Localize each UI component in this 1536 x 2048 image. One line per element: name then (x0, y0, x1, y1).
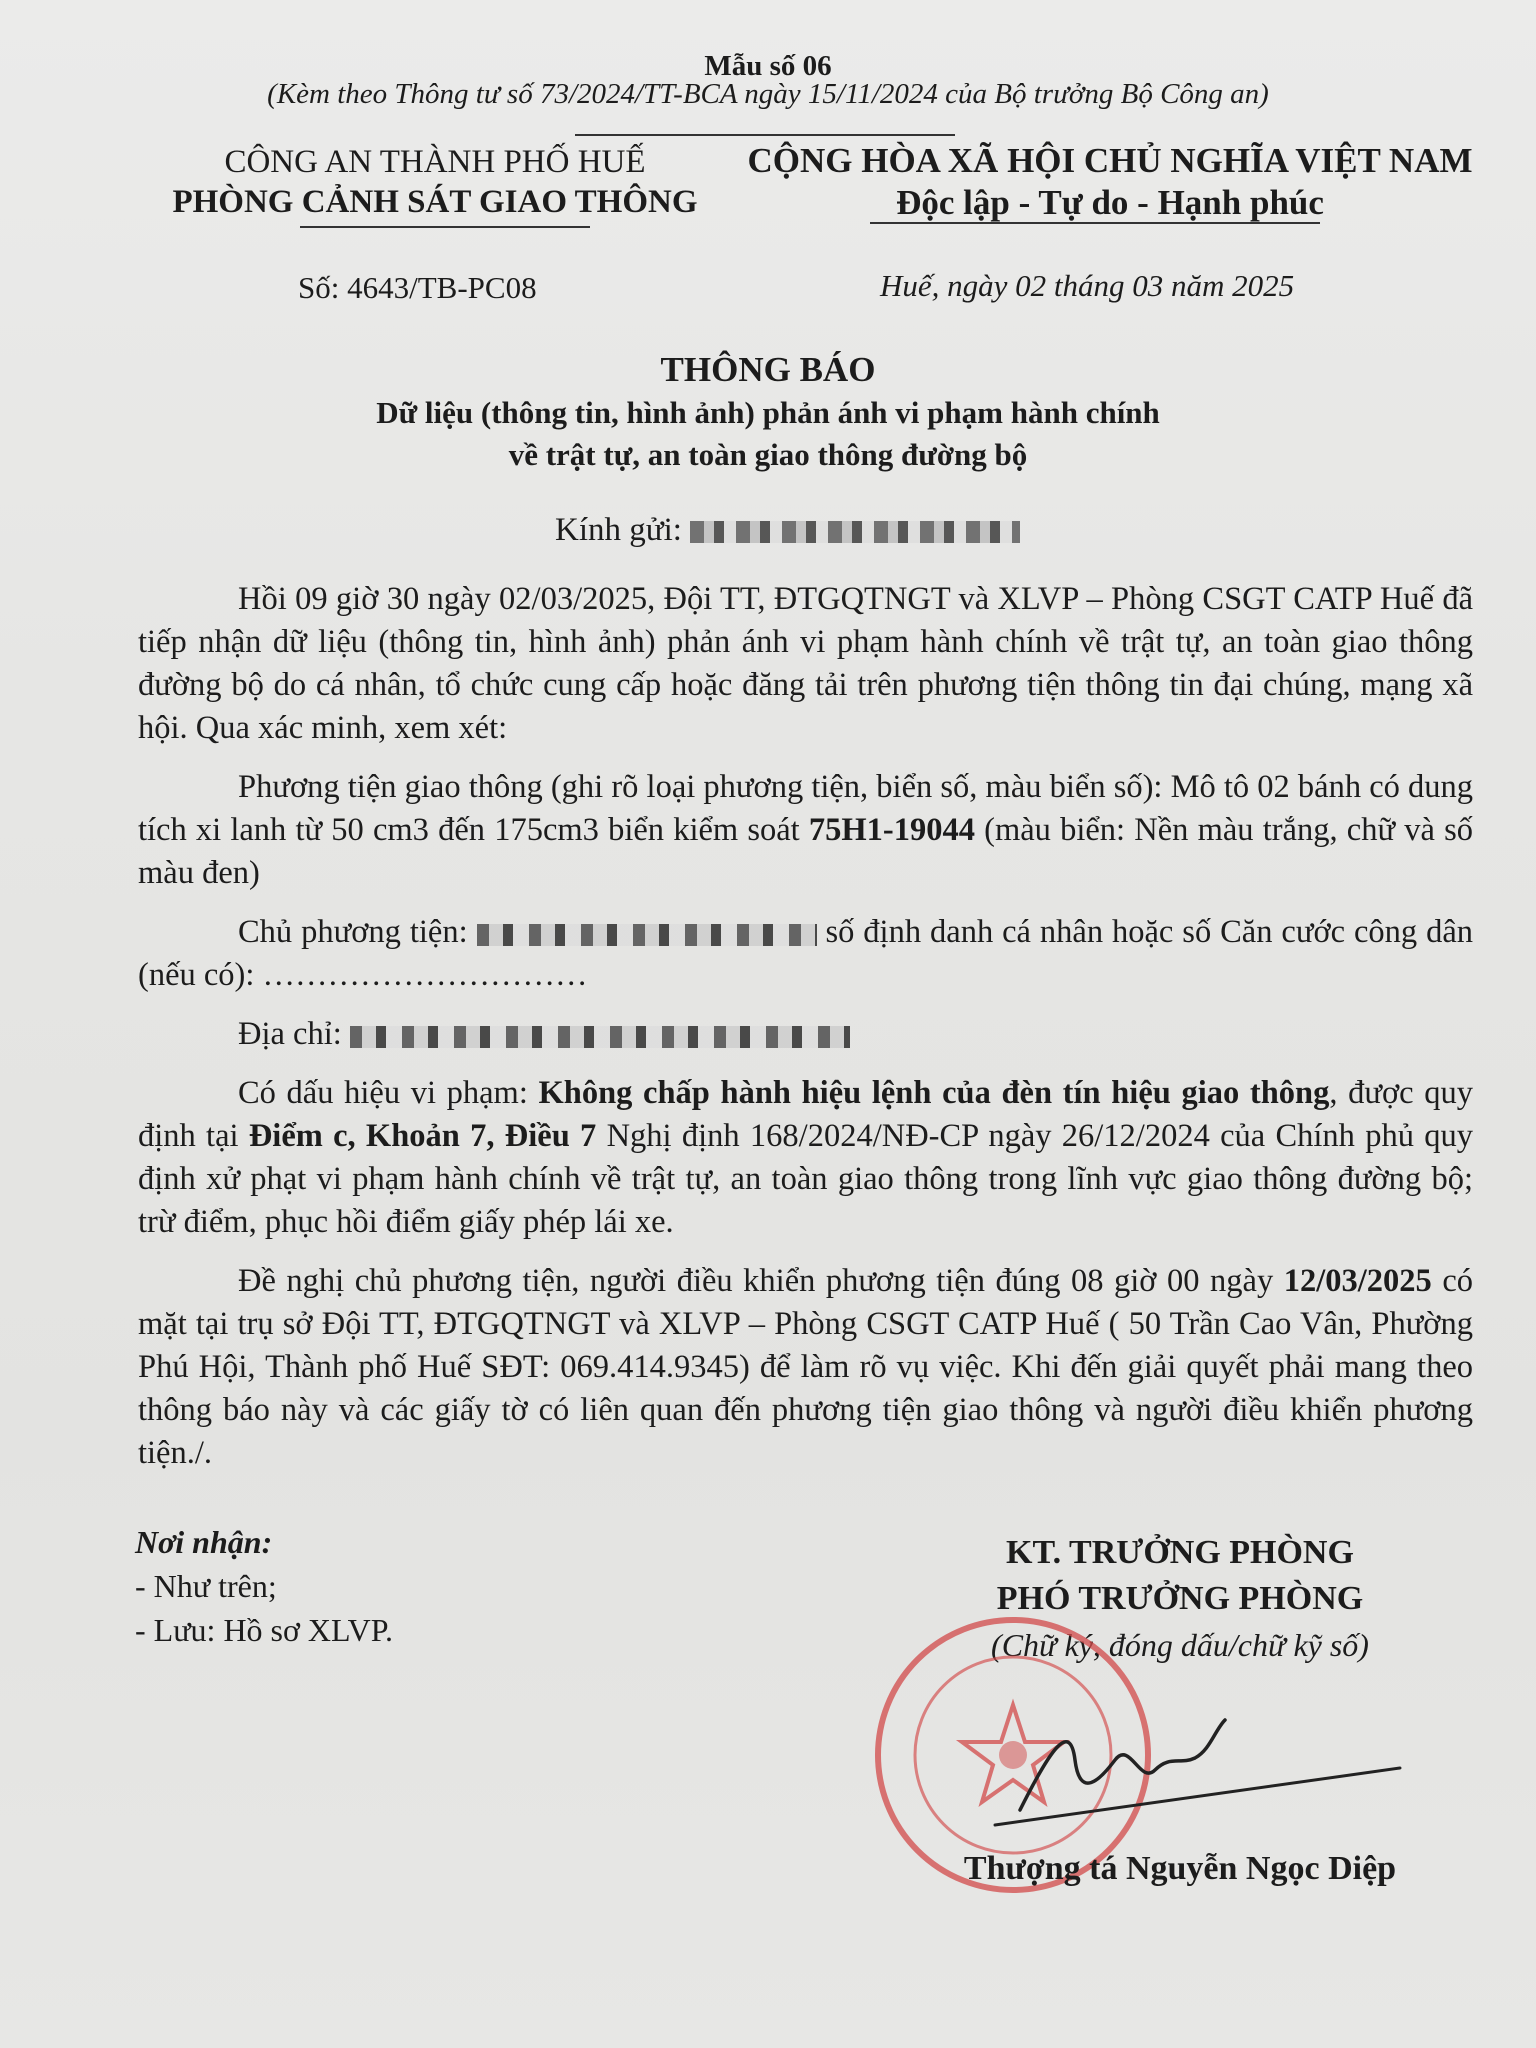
legal-basis: Nghị định 168/2024/NĐ-CP ngày 26/12/2024 của Chính phủ quy định xử phạt vi phạm hành chính về trật tự, an toàn giao thông trong lĩnh vực giao thông đường bộ; trừ điểm, phục hồi điểm giấy phép lái xe. (138, 1118, 1473, 1240)
paragraph-summons (138, 1260, 1473, 1475)
document-number: Số: 4643/TB-PC08 (298, 270, 537, 305)
violation-description: Không chấp hành hiệu lệnh của đèn tín hiệu giao thông (538, 1075, 1330, 1111)
recipients-label: Nơi nhận: (135, 1524, 273, 1560)
document-subtitle (0, 392, 1536, 476)
owner-id-text: số định danh cá nhân hoặc số Căn cước công dân (nếu có): ………………………… (138, 914, 1474, 993)
agency-line-1: CÔNG AN THÀNH PHỐ HUẾ (224, 144, 646, 180)
subtitle-line-1: Dữ liệu (thông tin, hình ảnh) phản ánh vi phạm hành chính (376, 395, 1160, 430)
national-header (720, 140, 1500, 224)
redacted-recipient (690, 521, 1020, 543)
form-reference: (Kèm theo Thông tư số 73/2024/TT-BCA ngày 15/11/2024 của Bộ trưởng Bộ Công an) (267, 78, 1269, 110)
header-divider (575, 134, 955, 136)
address-label: Địa chỉ: (238, 1016, 342, 1052)
paragraph-address (138, 1013, 1473, 1056)
legal-article: Điểm c, Khoản 7, Điều 7 (248, 1118, 597, 1154)
national-motto: Độc lập - Tự do - Hạnh phúc (896, 183, 1324, 222)
handwritten-signature (980, 1690, 1410, 1840)
motto-underline (870, 222, 1320, 224)
violation-mid: , được quy định tại (138, 1075, 1473, 1154)
document-date: Huế, ngày 02 tháng 03 năm 2025 (880, 268, 1295, 303)
agency-line-2: PHÒNG CẢNH SÁT GIAO THÔNG (172, 184, 698, 220)
greeting (555, 512, 1020, 549)
owner-label: Chủ phương tiện: (238, 914, 468, 950)
violation-label: Có dấu hiệu vi phạm: (238, 1075, 539, 1111)
document-title: THÔNG BÁO (660, 350, 876, 389)
redacted-address (350, 1026, 850, 1048)
redacted-owner-name (477, 924, 817, 946)
summons-date: 12/03/2025 (1283, 1263, 1432, 1299)
recipient-item: - Lưu: Hồ sơ XLVP. (135, 1612, 393, 1648)
paragraph-owner (138, 911, 1473, 997)
summons-details: có mặt tại trụ sở Đội TT, ĐTGQTNGT và XLVP – Phòng CSGT CATP Huế ( 50 Trần Cao Vân, Phường Phú Hội, Thành phố Huế SĐT: 069.414.9345) để làm rõ vụ việc. Khi đến giải quyết phải mang theo thông báo này và các giấy tờ có liên quan đến phương tiện giao thông và người điều khiển phương tiện./. (138, 1263, 1473, 1471)
issuing-agency (120, 142, 750, 222)
greeting-label: Kính gửi: (555, 512, 682, 548)
license-plate: 75H1-19044 (808, 812, 975, 848)
recipients-block (135, 1520, 393, 1652)
paragraph-vehicle (138, 766, 1473, 895)
country-name: CỘNG HÒA XÃ HỘI CHỦ NGHĨA VIỆT NAM (747, 141, 1473, 180)
summons-text: Đề nghị chủ phương tiện, người điều khiển phương tiện đúng 08 giờ 00 ngày (238, 1263, 1284, 1299)
signature-title-2: PHÓ TRƯỞNG PHÒNG (996, 1580, 1364, 1617)
document-body (138, 578, 1473, 1491)
form-number: Mẫu số 06 (704, 50, 832, 82)
signature-title-1: KT. TRƯỞNG PHÒNG (1006, 1534, 1354, 1571)
vehicle-description: Phương tiện giao thông (ghi rõ loại phương tiện, biển số, màu biển số): Mô tô 02 bánh có dung tích xi lanh từ 50 cm3 đến 175cm3 biển kiểm soát (138, 769, 1473, 848)
agency-underline (300, 226, 590, 228)
signer-name: Thượng tá Nguyễn Ngọc Diệp (963, 1850, 1397, 1887)
paragraph-violation (138, 1072, 1473, 1244)
paragraph-receipt: Hồi 09 giờ 30 ngày 02/03/2025, Đội TT, ĐTGQTNGT và XLVP – Phòng CSGT CATP Huế đã tiếp nhận dữ liệu (thông tin, hình ảnh) phản ánh vi phạm hành chính về trật tự, an toàn giao thông đường bộ do cá nhân, tổ chức cung cấp hoặc đăng tải trên phương tiện thông tin đại chúng, mạng xã hội. Qua xác minh, xem xét: (138, 581, 1473, 746)
subtitle-line-2: về trật tự, an toàn giao thông đường bộ (508, 437, 1028, 472)
plate-color: (màu biển: Nền màu trắng, chữ và số màu đen) (138, 812, 1473, 891)
recipient-item: - Như trên; (135, 1568, 277, 1604)
signature-note: (Chữ ký, đóng dấu/chữ kỹ số) (991, 1627, 1369, 1663)
